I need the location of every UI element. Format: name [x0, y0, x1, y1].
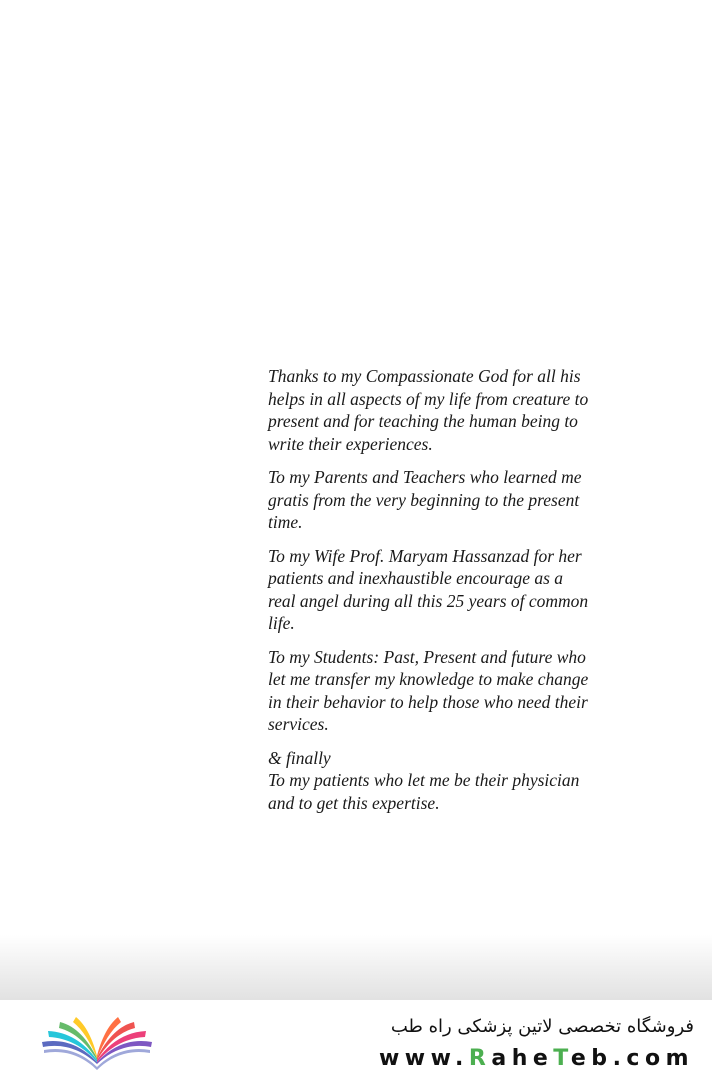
open-book-logo-icon — [38, 1012, 156, 1070]
store-name: فروشگاه تخصصی لاتین پزشکی راه طب — [390, 1016, 694, 1037]
dedication-paragraph-wife: To my Wife Prof. Maryam Hassanzad for her patients and inexhaustible encourage as a real angel during all this 25 years of common life. — [268, 545, 589, 633]
url-suffix: .com — [612, 1046, 694, 1071]
store-footer-banner — [0, 1000, 712, 1079]
dedication-paragraph-patients: & finally To my patients who let me be their physician and to get this expertise. — [268, 747, 580, 813]
url-prefix: www. — [378, 1046, 469, 1071]
dedication-paragraph-parents: To my Parents and Teachers who learned me gratis from the very beginning to the present time. — [268, 467, 582, 532]
url-letter-r: R — [468, 1046, 492, 1071]
url-ahe: ahe — [491, 1046, 554, 1071]
dedication-paragraph-god: Thanks to my Compassionate God for all his helps in all aspects of my life from creature to present and for teaching the human being to write their experiences. — [268, 366, 589, 454]
url-letter-t: T — [553, 1046, 571, 1071]
store-url — [379, 1046, 694, 1071]
page-bottom-shadow — [0, 935, 712, 1000]
dedication-text — [268, 365, 638, 825]
url-eb: eb — [570, 1046, 613, 1071]
dedication-paragraph-students: To my Students: Past, Present and future who let me transfer my knowledge to make change in their behavior to help those who need their services. — [268, 646, 589, 734]
